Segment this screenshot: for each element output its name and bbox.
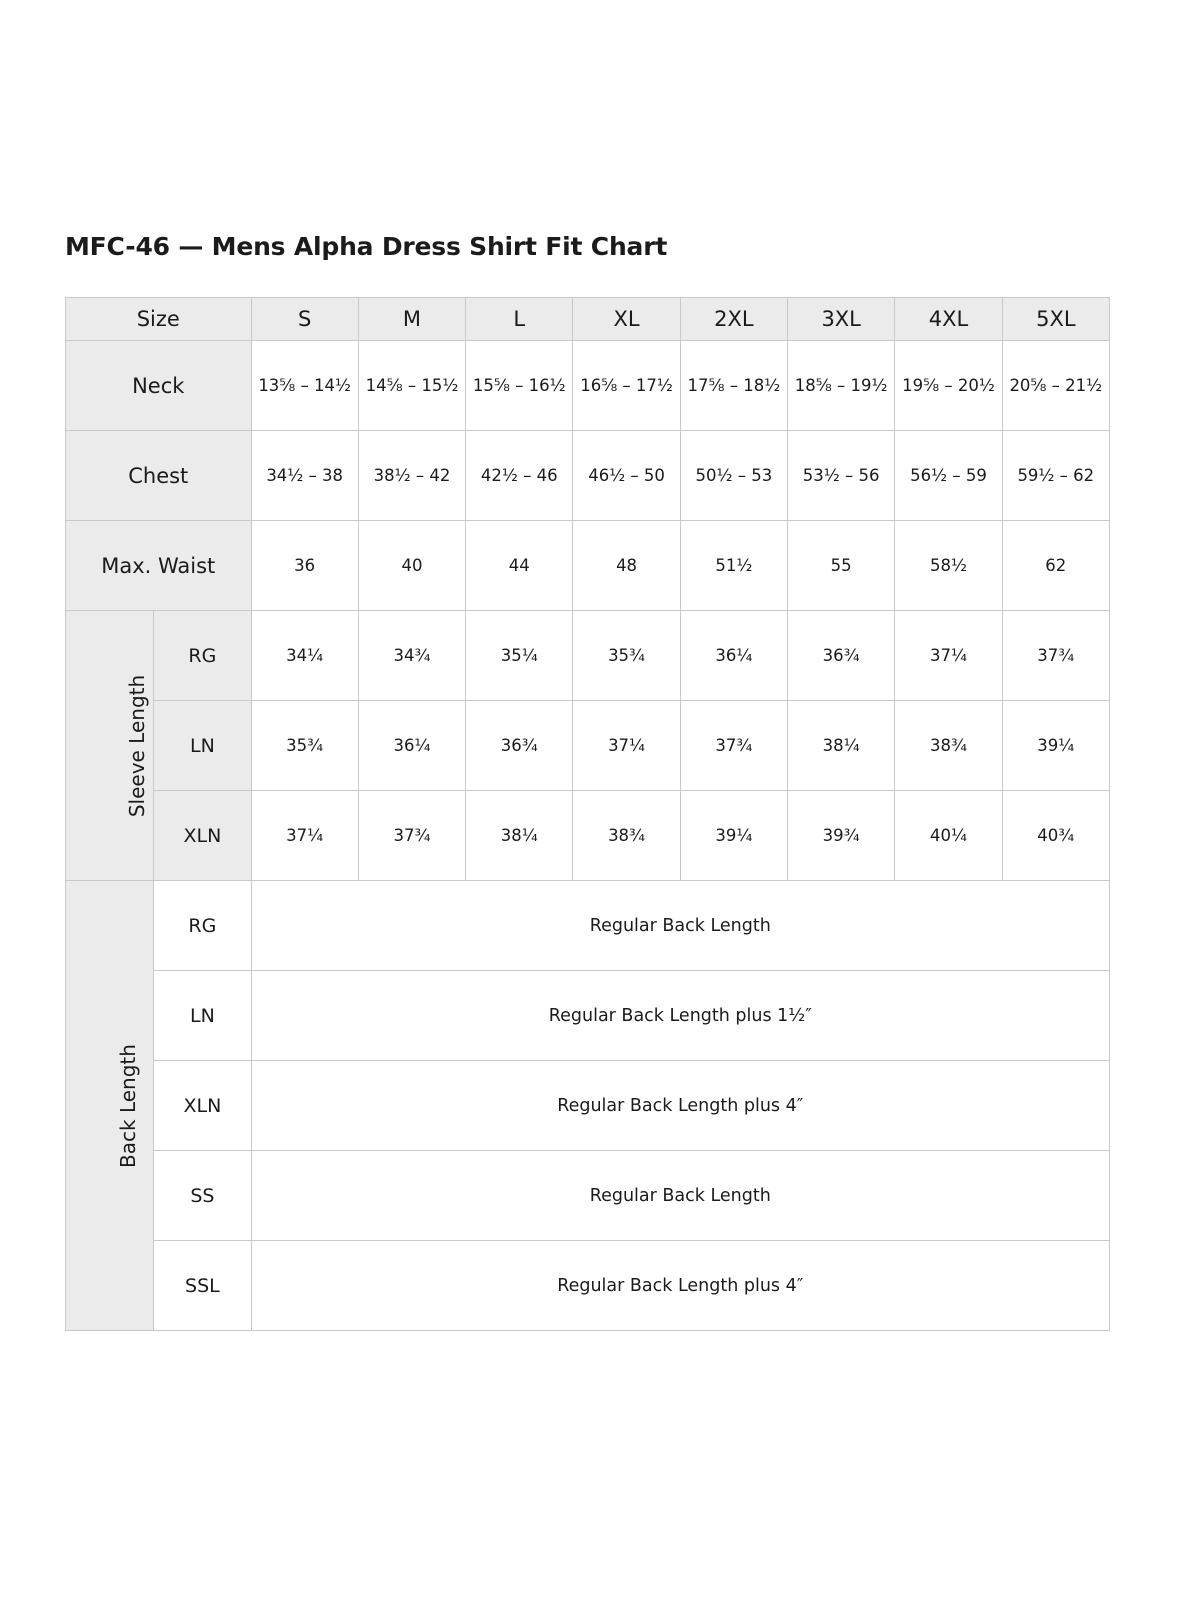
sleeve-ln-s: 35¾ [251, 701, 358, 791]
header-size-label: Size [66, 298, 252, 341]
neck-xl: 16⅝ – 17½ [573, 341, 680, 431]
table-row [66, 611, 1110, 701]
neck-l: 15⅝ – 16½ [466, 341, 573, 431]
neck-2xl: 17⅝ – 18½ [680, 341, 787, 431]
sleeve-rg-4xl: 37¼ [895, 611, 1002, 701]
header-size-s: S [251, 298, 358, 341]
group-label-sleeve-length [66, 611, 154, 881]
header-size-4xl: 4XL [895, 298, 1002, 341]
table-row [66, 431, 1110, 521]
neck-s: 13⅝ – 14½ [251, 341, 358, 431]
chest-s: 34½ – 38 [251, 431, 358, 521]
sleeve-ln-5xl: 39¼ [1002, 701, 1109, 791]
max-waist-m: 40 [358, 521, 465, 611]
table-row [66, 341, 1110, 431]
sleeve-sublabel-xln: XLN [154, 791, 251, 881]
back-sublabel-ss: SS [154, 1151, 251, 1241]
sleeve-xln-s: 37¼ [251, 791, 358, 881]
chest-2xl: 50½ – 53 [680, 431, 787, 521]
table-row [66, 881, 1110, 971]
row-label-max-waist: Max. Waist [66, 521, 252, 611]
chest-l: 42½ – 46 [466, 431, 573, 521]
max-waist-4xl: 58½ [895, 521, 1002, 611]
sleeve-rg-xl: 35¾ [573, 611, 680, 701]
neck-4xl: 19⅝ – 20½ [895, 341, 1002, 431]
row-label-chest: Chest [66, 431, 252, 521]
sleeve-rg-3xl: 36¾ [788, 611, 895, 701]
table-row [66, 1061, 1110, 1151]
sleeve-xln-2xl: 39¼ [680, 791, 787, 881]
chest-3xl: 53½ – 56 [788, 431, 895, 521]
header-size-5xl: 5XL [1002, 298, 1109, 341]
table-header-row [66, 298, 1110, 341]
max-waist-2xl: 51½ [680, 521, 787, 611]
sleeve-ln-xl: 37¼ [573, 701, 680, 791]
sleeve-xln-5xl: 40¾ [1002, 791, 1109, 881]
table-row [66, 701, 1110, 791]
neck-3xl: 18⅝ – 19½ [788, 341, 895, 431]
header-size-xl: XL [573, 298, 680, 341]
sleeve-rg-l: 35¼ [466, 611, 573, 701]
fit-chart-table [65, 297, 1110, 1331]
table-row [66, 521, 1110, 611]
max-waist-3xl: 55 [788, 521, 895, 611]
header-size-m: M [358, 298, 465, 341]
back-sublabel-xln: XLN [154, 1061, 251, 1151]
row-label-neck: Neck [66, 341, 252, 431]
neck-5xl: 20⅝ – 21½ [1002, 341, 1109, 431]
group-label-back-length [66, 881, 154, 1331]
chest-4xl: 56½ – 59 [895, 431, 1002, 521]
max-waist-l: 44 [466, 521, 573, 611]
sleeve-rg-5xl: 37¾ [1002, 611, 1109, 701]
back-sublabel-ssl: SSL [154, 1241, 251, 1331]
back-value-rg: Regular Back Length [251, 881, 1109, 971]
neck-m: 14⅝ – 15½ [358, 341, 465, 431]
page-title: MFC-46 — Mens Alpha Dress Shirt Fit Chart [65, 232, 668, 261]
table-row [66, 1241, 1110, 1331]
table-row [66, 791, 1110, 881]
group-label-back-length-text: Back Length [115, 1043, 140, 1168]
sleeve-ln-m: 36¼ [358, 701, 465, 791]
back-value-xln: Regular Back Length plus 4″ [251, 1061, 1109, 1151]
max-waist-5xl: 62 [1002, 521, 1109, 611]
header-size-3xl: 3XL [788, 298, 895, 341]
sleeve-ln-4xl: 38¾ [895, 701, 1002, 791]
sleeve-xln-4xl: 40¼ [895, 791, 1002, 881]
sleeve-ln-3xl: 38¼ [788, 701, 895, 791]
back-value-ss: Regular Back Length [251, 1151, 1109, 1241]
back-sublabel-rg: RG [154, 881, 251, 971]
sleeve-ln-2xl: 37¾ [680, 701, 787, 791]
sleeve-rg-m: 34¾ [358, 611, 465, 701]
sleeve-sublabel-rg: RG [154, 611, 251, 701]
table-row [66, 971, 1110, 1061]
header-size-2xl: 2XL [680, 298, 787, 341]
back-value-ln: Regular Back Length plus 1½″ [251, 971, 1109, 1061]
sleeve-rg-s: 34¼ [251, 611, 358, 701]
sleeve-sublabel-ln: LN [154, 701, 251, 791]
sleeve-ln-l: 36¾ [466, 701, 573, 791]
max-waist-s: 36 [251, 521, 358, 611]
back-value-ssl: Regular Back Length plus 4″ [251, 1241, 1109, 1331]
sleeve-xln-xl: 38¾ [573, 791, 680, 881]
chest-xl: 46½ – 50 [573, 431, 680, 521]
header-size-l: L [466, 298, 573, 341]
chest-m: 38½ – 42 [358, 431, 465, 521]
sleeve-xln-m: 37¾ [358, 791, 465, 881]
sleeve-xln-l: 38¼ [466, 791, 573, 881]
chest-5xl: 59½ – 62 [1002, 431, 1109, 521]
max-waist-xl: 48 [573, 521, 680, 611]
group-label-sleeve-length-text: Sleeve Length [125, 674, 150, 817]
sleeve-rg-2xl: 36¼ [680, 611, 787, 701]
back-sublabel-ln: LN [154, 971, 251, 1061]
sleeve-xln-3xl: 39¾ [788, 791, 895, 881]
table-row [66, 1151, 1110, 1241]
